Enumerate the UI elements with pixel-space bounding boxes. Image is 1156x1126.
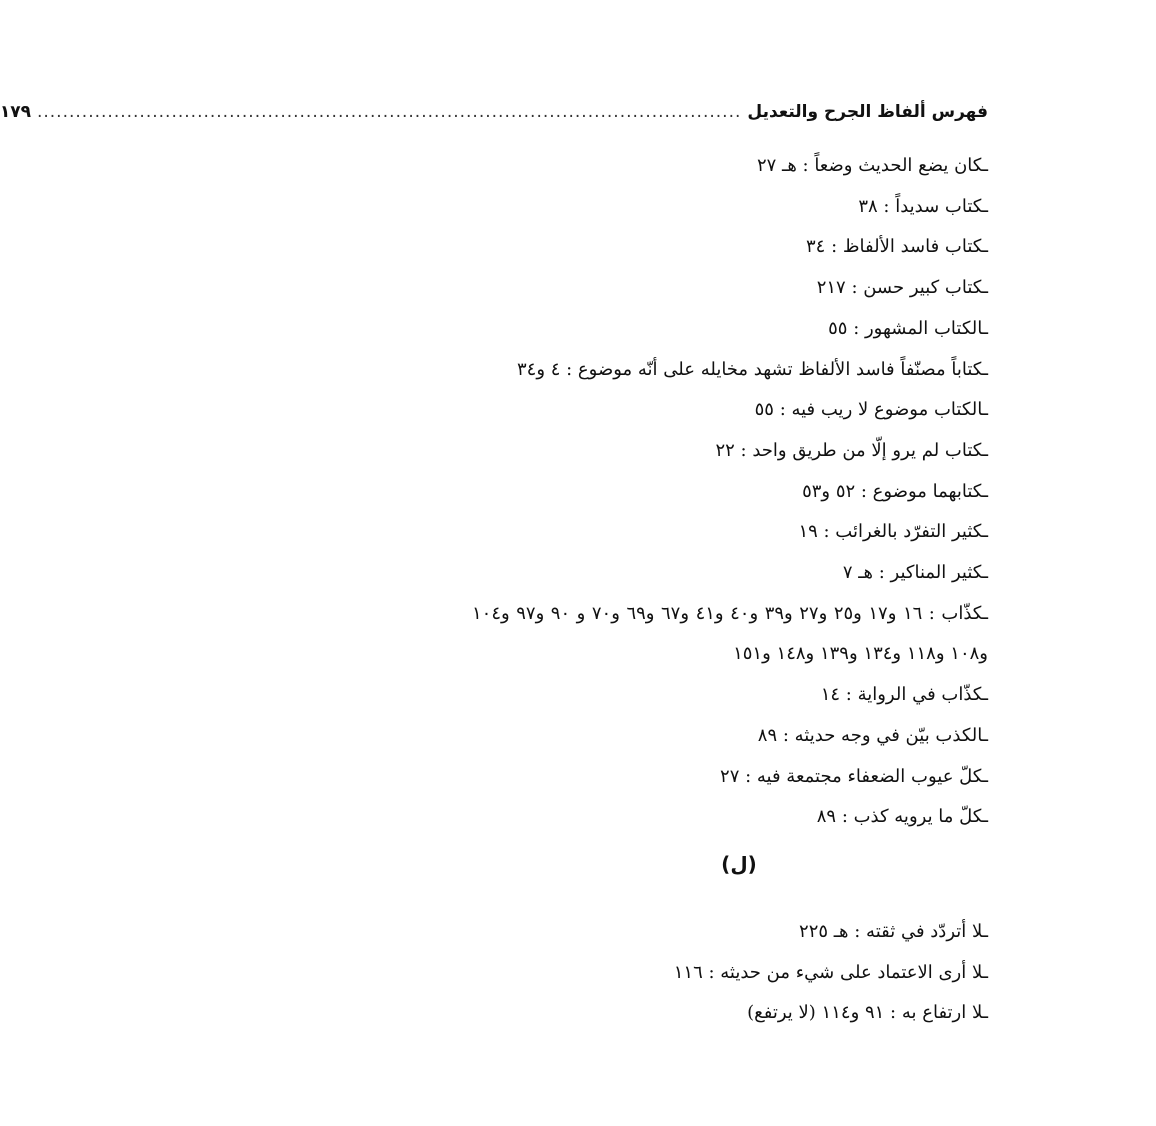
index-entry: ـكتاب سديداً : ٣٨ xyxy=(858,195,988,217)
index-entry: ـكذّاب : ١٦ و١٧ و٢٥ و٢٧ و٣٩ و٤٠ و٤١ و٦٧ و٦٩ و٧٠ و ٩٠ و٩٧ و١٠٤ و١٠٨ و١١٨ و١٣٤ و١٣٩ و١٤٨ و١٥١ xyxy=(472,602,988,665)
index-entry: ـالكتاب موضوع لا ريب فيه : ٥٥ xyxy=(754,399,988,421)
index-entry: ـكثير التفرّد بالغرائب : ١٩ xyxy=(798,521,988,543)
index-entry: ـكتاباً مصنّفاً فاسد الألفاظ تشهد مخايله على أنّه موضوع : ٤ و٣٤ xyxy=(516,358,988,380)
index-entry: ـكتاب كبير حسن : ٢١٧ xyxy=(816,277,988,299)
index-entry: ـالكتاب المشهور : ٥٥ xyxy=(828,317,988,339)
index-entry: ـكتاب فاسد الألفاظ : ٣٤ xyxy=(806,236,988,258)
index-entry: ـكلّ عيوب الضعفاء مجتمعة فيه : ٢٧ xyxy=(720,765,988,787)
index-entry: ـلا أرى الاعتماد على شيء من حديثه : ١١٦ xyxy=(673,961,988,983)
running-header xyxy=(0,96,988,128)
index-entry: ـكان يضع الحديث وضعاً : هـ ٢٧ xyxy=(756,155,988,176)
page-number: ١٧٩ xyxy=(0,102,31,122)
index-entry: ـكتاب لم يرو إلّا من طريق واحد : ٢٢ xyxy=(715,439,988,461)
index-entries-kaf xyxy=(472,146,988,838)
index-entry: ـالكذب بيّن في وجه حديثه : ٨٩ xyxy=(757,724,988,746)
index-entry: ـكثير المناكير : هـ ٧ xyxy=(842,562,988,584)
header-title: فهرس ألفاظ الجرح والتعديل xyxy=(747,102,988,122)
index-entry: ـكلّ ما يرويه كذب : ٨٩ xyxy=(816,806,988,828)
header-leader-dots: .............................................................................................................. xyxy=(36,102,742,122)
index-entry: ـلا ارتفاع به : ٩١ و١١٤ (لا يرتفع) xyxy=(747,1002,988,1024)
section-heading-lam: (ل) xyxy=(721,852,757,876)
index-entry: ـكتابهما موضوع : ٥٢ و٥٣ xyxy=(802,480,988,502)
index-entries-lam xyxy=(472,912,988,1034)
index-entry: ـلا أتردّد في ثقته : هـ ٢٢٥ xyxy=(799,921,988,942)
index-entry: ـكذّاب في الرواية : ١٤ xyxy=(820,684,988,706)
